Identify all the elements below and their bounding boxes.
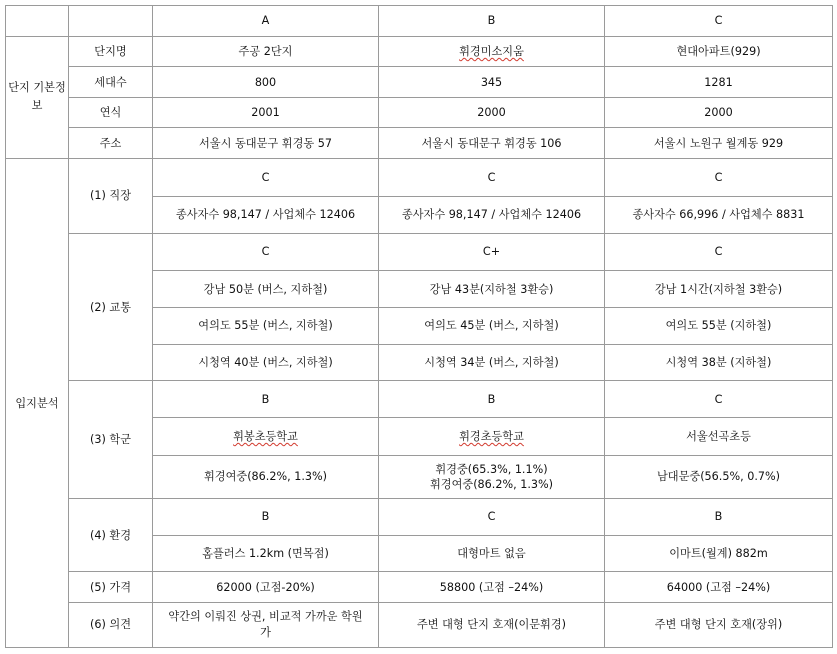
cell-address-a: 서울시 동대문구 휘경동 57 [153,128,379,159]
cell-work-grade-c: C [605,159,833,197]
cell-work-detail-a: 종사자수 98,147 / 사업체수 12406 [153,196,379,233]
column-header-a: A [153,6,379,37]
corner-cell [6,6,69,37]
text-middle-b-line1: 휘경중(65.3%, 1.1%) [435,462,548,476]
cell-households-b: 345 [379,67,605,98]
cell-transport-grade-a: C [153,233,379,271]
cell-gangnam-b: 강남 43분(지하철 3환승) [379,271,605,308]
text-middle-b-line2: 휘경여중(86.2%, 1.3%) [429,477,554,491]
cell-work-detail-c: 종사자수 66,996 / 사업체수 8831 [605,196,833,233]
row-label-name: 단지명 [69,36,153,67]
column-header-b: B [379,6,605,37]
table-row [6,97,833,128]
cell-year-b: 2000 [379,97,605,128]
cell-work-grade-a: C [153,159,379,197]
cell-mart-c: 이마트(월계) 882m [605,535,833,572]
cell-env-grade-b: C [379,498,605,535]
text-name-b: 휘경미소지움 [459,44,524,58]
cell-yeouido-b: 여의도 45분 (버스, 지하철) [379,308,605,345]
cell-elementary-b [379,418,605,456]
table-row [6,572,833,603]
cell-school-grade-b: B [379,381,605,418]
table-row [6,602,833,647]
table-row [6,381,833,418]
cell-cityhall-b: 시청역 34분 (버스, 지하철) [379,344,605,381]
cell-school-grade-a: B [153,381,379,418]
table-row [6,233,833,271]
table-row [6,159,833,197]
table-row [6,67,833,98]
row-label-year: 연식 [69,97,153,128]
apartment-comparison-table [5,5,833,648]
cell-address-c: 서울시 노원구 월계동 929 [605,128,833,159]
cell-elementary-a [153,418,379,456]
cell-name-c: 현대아파트(929) [605,36,833,67]
text-elementary-a: 휘봉초등학교 [233,430,298,444]
cell-transport-grade-c: C [605,233,833,271]
cell-gangnam-a: 강남 50분 (버스, 지하철) [153,271,379,308]
row-label-environment: (4) 환경 [69,498,153,571]
cell-year-c: 2000 [605,97,833,128]
cell-middle-c: 남대문중(56.5%, 0.7%) [605,455,833,498]
row-label-transport: (2) 교통 [69,233,153,381]
cell-elementary-c: 서울선곡초등 [605,418,833,456]
cell-middle-a: 휘경여중(86.2%, 1.3%) [153,455,379,498]
cell-work-grade-b: C [379,159,605,197]
cell-cityhall-a: 시청역 40분 (버스, 지하철) [153,344,379,381]
header-row [6,6,833,37]
cell-mart-b: 대형마트 없음 [379,535,605,572]
cell-opinion-c: 주변 대형 단지 호재(장위) [605,602,833,647]
cell-env-grade-c: B [605,498,833,535]
cell-env-grade-a: B [153,498,379,535]
text-elementary-b: 휘경초등학교 [459,430,524,444]
cell-name-a: 주공 2단지 [153,36,379,67]
table-row [6,498,833,535]
row-label-price: (5) 가격 [69,572,153,603]
cell-address-b: 서울시 동대문구 휘경동 106 [379,128,605,159]
cell-transport-grade-b: C+ [379,233,605,271]
cell-price-b: 58800 (고점 –24%) [379,572,605,603]
cell-mart-a: 홈플러스 1.2km (면목점) [153,535,379,572]
group-label-basic-info: 단지 기본정보 [6,36,69,158]
row-label-school: (3) 학군 [69,381,153,498]
cell-yeouido-a: 여의도 55분 (버스, 지하철) [153,308,379,345]
column-header-c: C [605,6,833,37]
cell-gangnam-c: 강남 1시간(지하철 3환승) [605,271,833,308]
cell-name-b [379,36,605,67]
cell-middle-b [379,455,605,498]
cell-work-detail-b: 종사자수 98,147 / 사업체수 12406 [379,196,605,233]
table-row [6,36,833,67]
cell-year-a: 2001 [153,97,379,128]
row-label-address: 주소 [69,128,153,159]
cell-yeouido-c: 여의도 55분 (지하철) [605,308,833,345]
cell-households-c: 1281 [605,67,833,98]
cell-cityhall-c: 시청역 38분 (지하철) [605,344,833,381]
group-label-location-analysis: 입지분석 [6,159,69,648]
cell-opinion-a: 약간의 이뤄진 상권, 비교적 가까운 학원가 [153,602,379,647]
corner-cell [69,6,153,37]
table-row [6,128,833,159]
row-label-households: 세대수 [69,67,153,98]
row-label-work: (1) 직장 [69,159,153,233]
cell-households-a: 800 [153,67,379,98]
cell-price-c: 64000 (고점 –24%) [605,572,833,603]
cell-price-a: 62000 (고점-20%) [153,572,379,603]
row-label-opinion: (6) 의견 [69,602,153,647]
cell-school-grade-c: C [605,381,833,418]
cell-opinion-b: 주변 대형 단지 호재(이문휘경) [379,602,605,647]
